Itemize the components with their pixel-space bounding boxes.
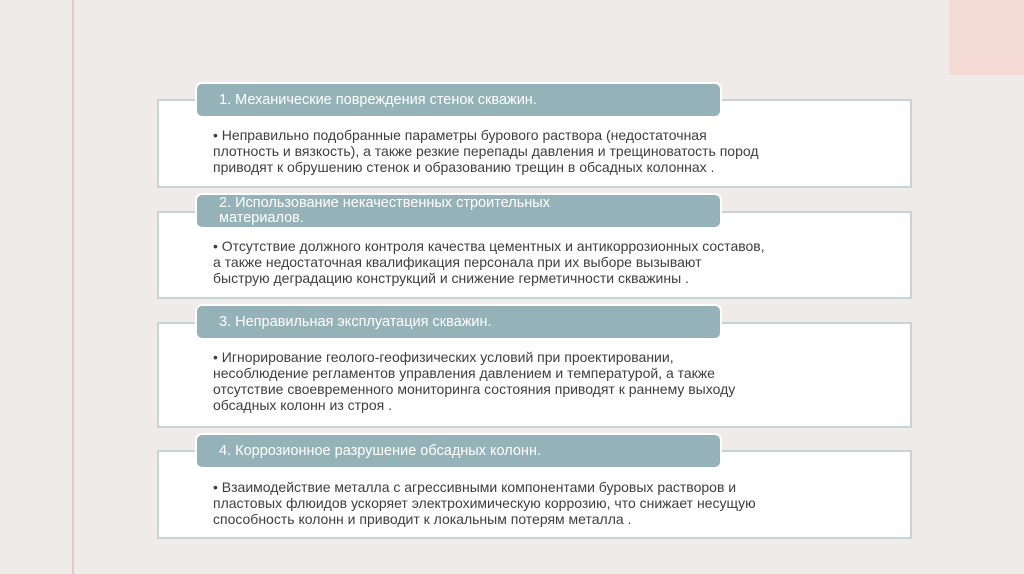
section-2-header <box>195 193 722 229</box>
section-1-line: • Неправильно подобранные параметры бурового раствора (недостаточная <box>213 127 707 143</box>
section-3-line: несоблюдение регламентов управления давлением и температурой, а также <box>213 365 715 381</box>
section-3-line: отсутствие своевременного мониторинга состояния приводят к раннему выходу <box>213 381 736 397</box>
section-4-text <box>213 479 885 527</box>
section-1-line: приводят к обрушению стенок и образованию трещин в обсадных колоннах . <box>213 159 715 175</box>
section-2-text <box>213 238 885 286</box>
section-1-text <box>213 127 885 175</box>
section-3-line: обсадных колонн из строя . <box>213 397 392 413</box>
decorative-vertical-line <box>72 0 74 574</box>
section-2-line: • Отсутствие должного контроля качества цементных и антикоррозионных составов, <box>213 238 765 254</box>
section-3-text <box>213 349 885 413</box>
section-4-title: 4. Коррозионное разрушение обсадных колонн. <box>219 442 541 459</box>
decorative-corner-block <box>949 0 1024 75</box>
section-4-line: пластовых флюидов ускоряет электрохимическую коррозию, что снижает несущую <box>213 495 756 511</box>
section-2-line: а также недостаточная квалификация персонала при их выборе вызывают <box>213 254 702 270</box>
section-4-header <box>195 433 722 469</box>
section-1-header <box>195 82 722 118</box>
section-3-line: • Игнорирование геолого-геофизических условий при проектировании, <box>213 349 674 365</box>
section-2-title-line: 2. Использование некачественных строительных <box>219 195 550 211</box>
section-3-title: 3. Неправильная эксплуатация скважин. <box>219 313 492 330</box>
section-2-title-line: материалов. <box>219 210 304 226</box>
section-4-line: • Взаимодействие металла с агрессивными компонентами буровых растворов и <box>213 479 737 495</box>
section-3-header <box>195 304 722 340</box>
section-1-line: плотность и вязкость), а также резкие перепады давления и трещиноватость пород <box>213 143 759 159</box>
section-1-title: 1. Механические повреждения стенок скважин. <box>219 91 537 108</box>
section-4-line: способность колонн и приводит к локальным потерям металла . <box>213 511 632 527</box>
section-2-line: быструю деградацию конструкций и снижение герметичности скважины . <box>213 270 689 286</box>
